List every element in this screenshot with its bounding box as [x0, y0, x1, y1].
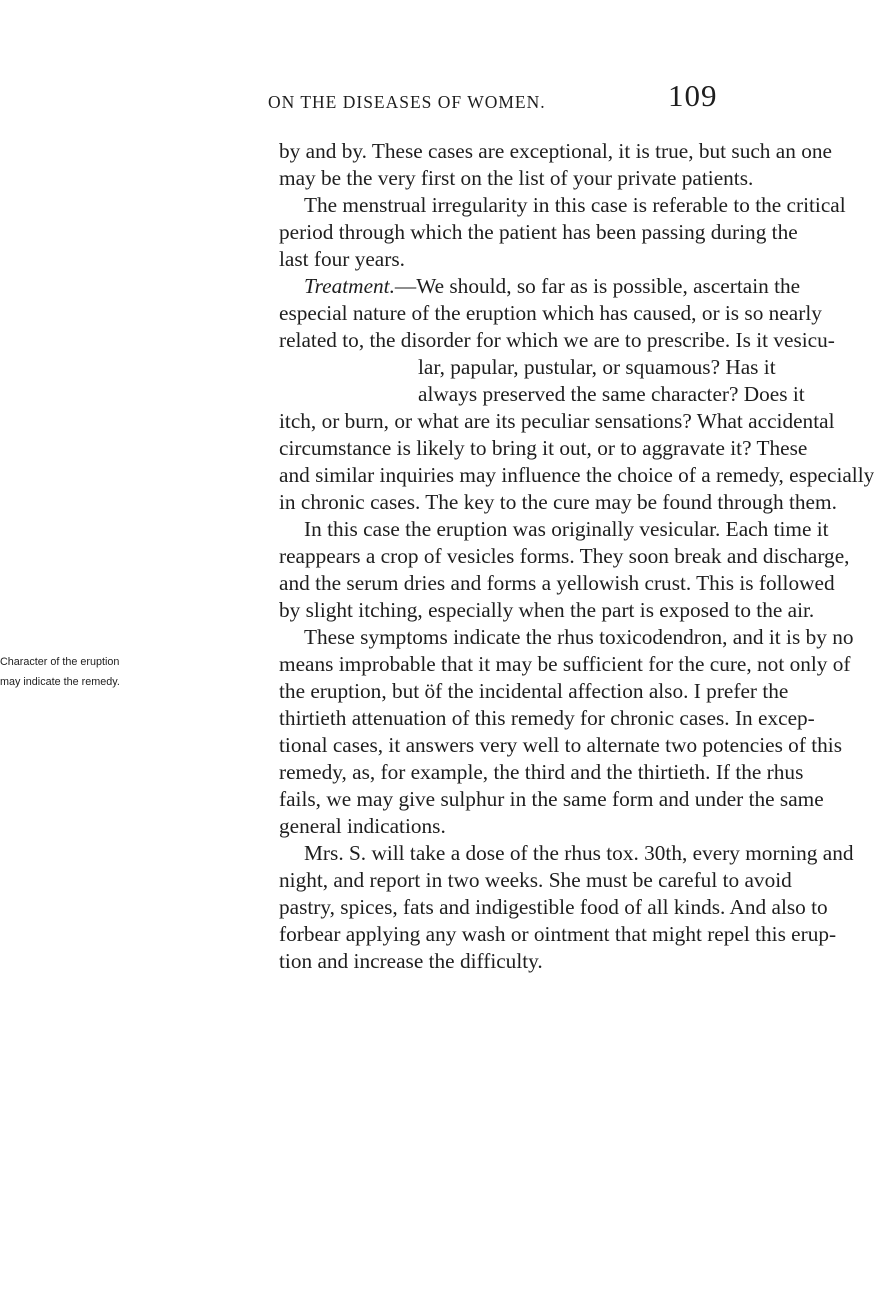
text-line: tion and increase the difficulty.	[279, 949, 543, 973]
text-line: The menstrual irregularity in this case is referable to the critical	[304, 193, 846, 217]
text-line: last four years.	[279, 247, 405, 271]
text-line: lar, papular, pustular, or squamous? Has it	[418, 355, 776, 379]
text-line: Mrs. S. will take a dose of the rhus tox. 30th, every morning and	[304, 841, 854, 865]
text-line: means improbable that it may be sufficient for the cure, not only of	[279, 652, 851, 676]
text-line: In this case the eruption was originally vesicular. Each time it	[304, 517, 829, 541]
text-line: pastry, spices, fats and indigestible food of all kinds. And also to	[279, 895, 828, 919]
text-line: by slight itching, especially when the part is exposed to the air.	[279, 598, 815, 622]
marginal-note-line: Character of the eruption	[0, 656, 120, 668]
text-line: by and by. These cases are exceptional, it is true, but such an one	[279, 139, 832, 163]
text-line: forbear applying any wash or ointment that might repel this erup-	[279, 922, 837, 946]
text-line: reappears a crop of vesicles forms. They soon break and discharge,	[279, 544, 850, 568]
text-line: the eruption, but öf the incidental affection also. I prefer the	[279, 679, 789, 703]
running-title: ON THE DISEASES OF WOMEN.	[268, 92, 546, 112]
text-line: and the serum dries and forms a yellowish crust. This is followed	[279, 571, 835, 595]
text-line: fails, we may give sulphur in the same form and under the same	[279, 787, 824, 811]
text-line: itch, or burn, or what are its peculiar sensations? What accidental	[279, 409, 835, 433]
text-line: period through which the patient has been passing during the	[279, 220, 798, 244]
text-line: circumstance is likely to bring it out, or to aggravate it? These	[279, 436, 808, 460]
text-line: may be the very first on the list of your private patients.	[279, 166, 754, 190]
text-line: general indications.	[279, 814, 446, 838]
text-line: in chronic cases. The key to the cure may be found through them.	[279, 490, 837, 514]
text-line	[304, 273, 801, 299]
treatment-heading: Treatment.	[304, 274, 395, 298]
text-line: night, and report in two weeks. She must be careful to avoid	[279, 868, 792, 892]
text-line: tional cases, it answers very well to alternate two potencies of this	[279, 733, 843, 757]
running-head	[0, 78, 800, 122]
text-line: always preserved the same character? Does it	[418, 382, 805, 406]
text-line: and similar inquiries may influence the choice of a remedy, especially	[279, 463, 874, 487]
text-line: especial nature of the eruption which has caused, or is so nearly	[279, 301, 822, 325]
text-line: thirtieth attenuation of this remedy for chronic cases. In excep-	[279, 706, 815, 730]
text-run: —We should, so far as is possible, ascertain the	[394, 274, 801, 298]
text-line: related to, the disorder for which we are to prescribe. Is it vesicu-	[279, 328, 835, 352]
text-line: These symptoms indicate the rhus toxicodendron, and it is by no	[304, 625, 854, 649]
marginal-note-line: may indicate the remedy.	[0, 676, 120, 688]
text-line: remedy, as, for example, the third and the thirtieth. If the rhus	[279, 760, 804, 784]
page-number: 109	[668, 78, 718, 113]
